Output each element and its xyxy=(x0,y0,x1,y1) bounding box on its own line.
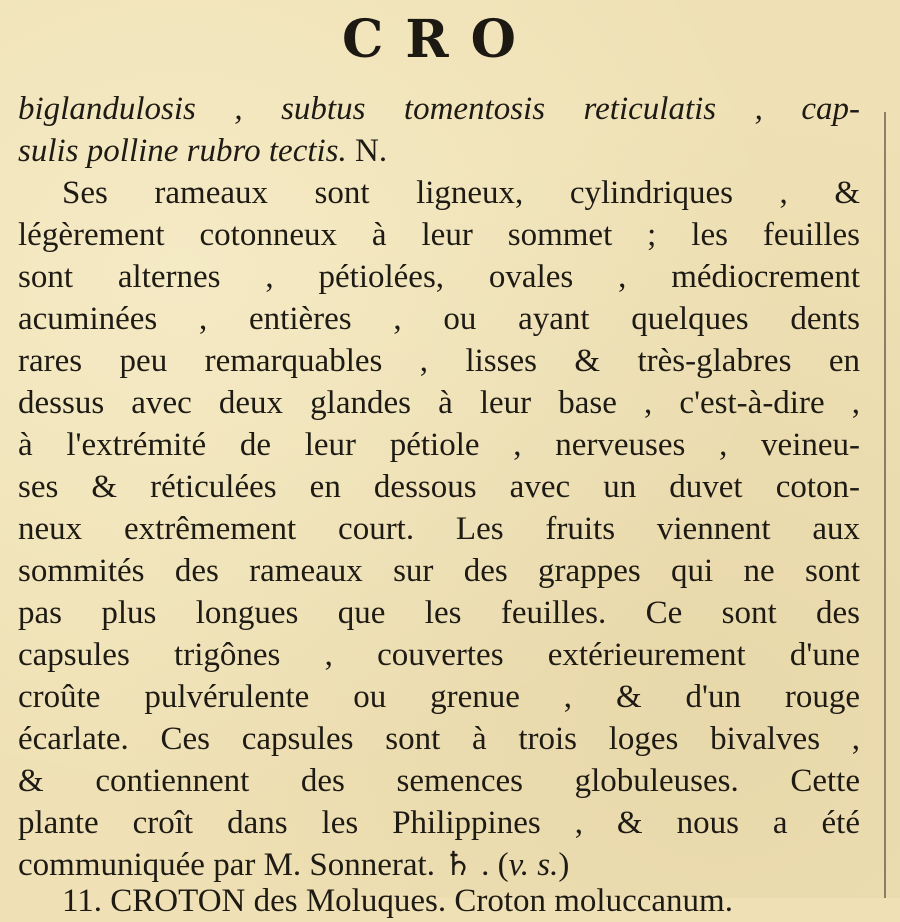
text-line-15: croûte pulvérulente ou grenue , & d'un rouge xyxy=(18,679,860,715)
text-line-3: Ses rameaux sont ligneux, cylindriques , & xyxy=(62,175,860,211)
text-line-4: légèrement cotonneux à leur sommet ; les feuilles xyxy=(18,217,860,253)
text-line-13: pas plus longues que les feuilles. Ce sont des xyxy=(18,595,860,631)
text-line-14: capsules trigônes , couvertes extérieurement d'une xyxy=(18,637,860,673)
text-line-17: & contiennent des semences globuleuses. Cette xyxy=(18,763,860,799)
text-line-19-close: ) xyxy=(558,847,570,883)
text-line-8: dessus avec deux glandes à leur base , c'est-à-dire , xyxy=(18,385,860,421)
text-line-18: plante croît dans les Philippines , & nous a été xyxy=(18,805,860,841)
text-line-19-main: communiquée par M. Sonnerat. ♄ . ( xyxy=(18,847,509,883)
page-edge-rule xyxy=(884,112,886,898)
text-line-12: sommités des rameaux sur des grappes qui ne sont xyxy=(18,553,860,589)
text-line-7: rares peu remarquables , lisses & très-glabres en xyxy=(18,343,860,379)
text-line-10: ses & réticulées en dessous avec un duvet coton- xyxy=(18,469,860,505)
text-line-20-partial: 11. CROTON des Moluques. Croton moluccanum. xyxy=(62,883,733,919)
text-line-9: à l'extrémité de leur pétiole , nerveuses , veineu- xyxy=(18,427,860,463)
text-line-6: acuminées , entières , ou ayant quelques dents xyxy=(18,301,860,337)
text-line-11: neux extrêmement court. Les fruits viennent aux xyxy=(18,511,860,547)
text-line-1: biglandulosis , subtus tomentosis reticulatis , cap- xyxy=(18,91,860,127)
text-line-2 xyxy=(18,130,860,172)
text-line-2-latin: sulis polline rubro tectis. xyxy=(18,133,347,169)
text-line-19-italic: v. s. xyxy=(508,847,559,883)
running-head: CRO xyxy=(342,9,538,70)
text-line-2-abbrev: N. xyxy=(355,133,388,169)
text-line-16: écarlate. Ces capsules sont à trois loges bivalves , xyxy=(18,721,860,757)
text-line-5: sont alternes , pétiolées, ovales , médiocrement xyxy=(18,259,860,295)
